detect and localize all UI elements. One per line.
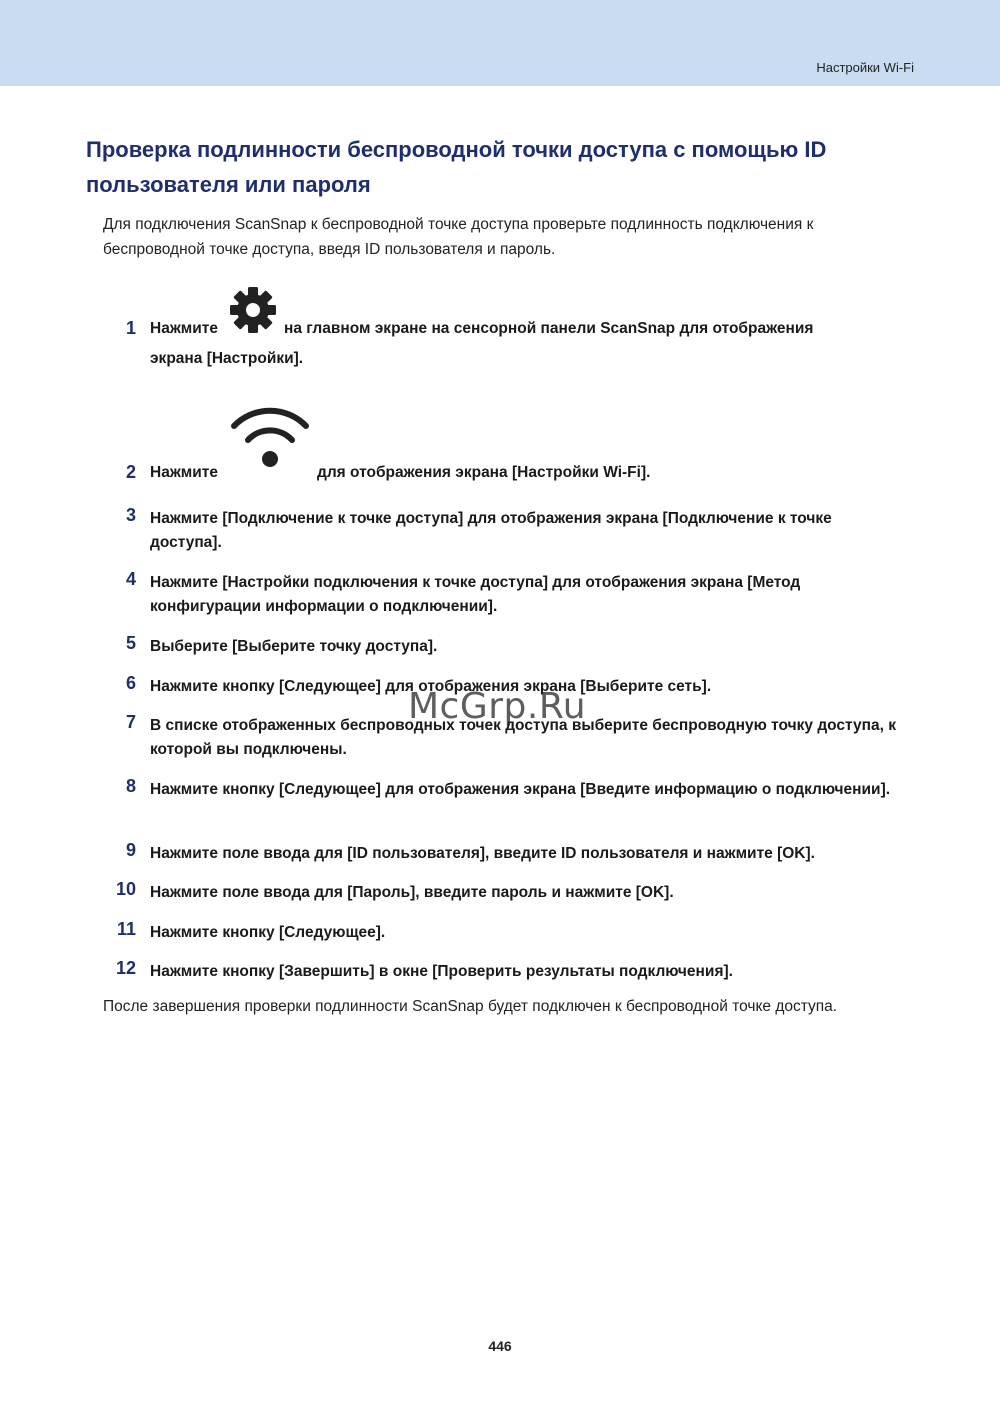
step-number: 2 <box>125 462 136 482</box>
section-title: Настройки Wi-Fi <box>816 60 914 75</box>
step-number: 12 <box>115 958 136 978</box>
step-number: 10 <box>115 879 136 899</box>
wifi-icon <box>228 404 312 473</box>
step-text: Нажмите кнопку [Следующее] для отображения экрана [Введите информацию о подключении]. <box>150 781 891 798</box>
step-number: 1 <box>125 318 136 338</box>
step-text-after-icon: на главном экране на сенсорной панели ScanSnap для отображения <box>284 320 814 337</box>
step-text: Нажмите кнопку [Следующее]. <box>150 924 386 941</box>
step-text: Нажмите [Настройки подключения к точке доступа] для отображения экрана [Метод конфигурации информации о подключении]. <box>150 574 801 615</box>
page-title: Проверка подлинности беспроводной точки доступа с помощью ID пользователя или пароля <box>86 137 827 197</box>
watermark: McGrp.Ru <box>408 686 587 727</box>
step-number: 3 <box>125 505 136 525</box>
step-text: Нажмите поле ввода для [Пароль], введите пароль и нажмите [OK]. <box>150 884 674 901</box>
step-text: Выберите [Выберите точку доступа]. <box>150 638 438 655</box>
step-text-before-icon: Нажмите <box>150 464 219 481</box>
step-number: 8 <box>125 776 136 796</box>
step-text: Нажмите поле ввода для [ID пользователя], введите ID пользователя и нажмите [OK]. <box>150 845 815 862</box>
gear-icon <box>228 285 278 340</box>
step-number: 9 <box>125 840 136 860</box>
step-number: 7 <box>125 712 136 732</box>
step-text: Нажмите кнопку [Завершить] в окне [Проверить результаты подключения]. <box>150 963 733 980</box>
step-number: 6 <box>125 673 136 693</box>
step-number: 4 <box>125 569 136 589</box>
outro-paragraph: После завершения проверки подлинности ScanSnap будет подключен к беспроводной точке доступа. <box>103 998 838 1015</box>
step-text-after-icon: для отображения экрана [Настройки Wi-Fi]. <box>317 464 651 481</box>
step-text: В списке отображенных беспроводных точек доступа выберите беспроводную точку доступа, к которой вы подключены. <box>150 717 896 758</box>
intro-paragraph: Для подключения ScanSnap к беспроводной точке доступа проверьте подлинность подключения к беспроводной точке доступа, введя ID пользователя и пароль. <box>103 216 814 258</box>
header-band <box>0 0 1000 86</box>
step-text-continued: экрана [Настройки]. <box>150 350 304 367</box>
step-number: 11 <box>116 919 136 939</box>
step-text-before-icon: Нажмите <box>150 320 219 337</box>
step-text: Нажмите кнопку [Следующее] для отображения экрана [Выберите сеть]. <box>150 678 712 695</box>
page-number: 446 <box>488 1338 512 1354</box>
step-number: 5 <box>125 633 136 653</box>
step-text: Нажмите [Подключение к точке доступа] для отображения экрана [Подключение к точке доступа]. <box>150 510 832 551</box>
